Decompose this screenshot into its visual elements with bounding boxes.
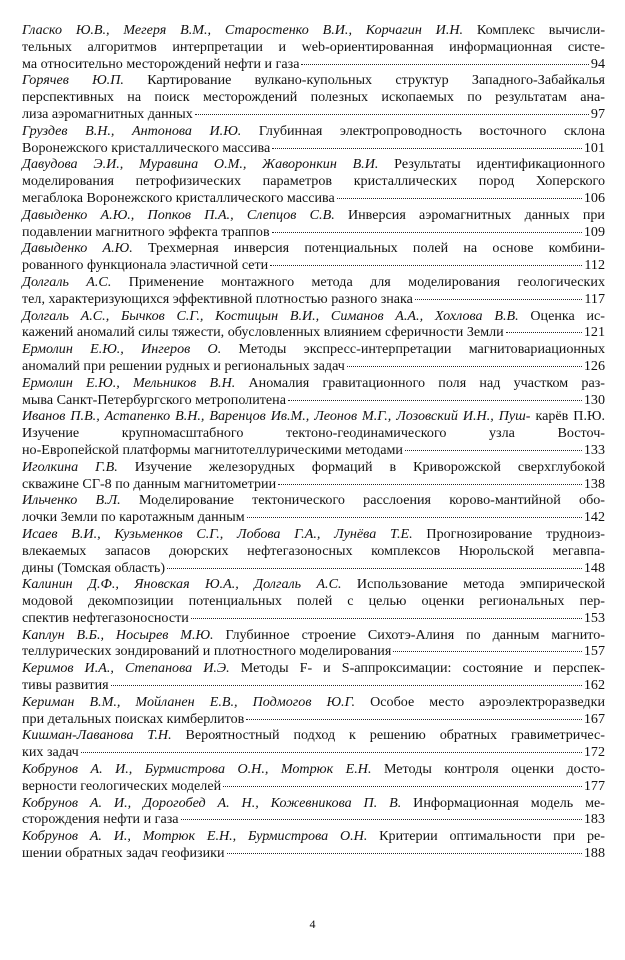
toc-entry-line <box>22 308 605 325</box>
toc-entry <box>22 274 605 308</box>
toc-entry-text <box>22 358 345 375</box>
toc-entry <box>22 123 605 157</box>
toc-entry-line <box>22 207 605 224</box>
toc-entry-title-line: Вероятностный подход к решению обратных гравиметричес- <box>185 727 605 744</box>
toc-entry-title-line: Критерии оптимальности при ре- <box>379 828 605 845</box>
toc-entry <box>22 341 605 375</box>
toc-entry <box>22 207 605 241</box>
toc-entry <box>22 492 605 526</box>
toc-entry <box>22 576 605 626</box>
toc-entry-title-line: Методы F- и S-аппроксимации: состояние и перспек- <box>240 660 606 677</box>
leader-dots <box>301 64 588 65</box>
toc-entry-title-line: модовой декомпозиции потенциальных полей с целью оценки региональных пер- <box>22 593 605 610</box>
toc-entry-title-line: тивы развития <box>22 677 109 694</box>
toc-entry-title-line: Воронежского кристаллического массива <box>22 139 271 156</box>
leader-dots <box>181 819 582 820</box>
toc-entry-title-line: Изучение железорудных формаций в Криворожской сверхглубокой <box>134 458 605 475</box>
leader-dots <box>393 651 582 652</box>
toc-entry-authors: Давыденко А.Ю., Попков П.А., Слепцов С.В. <box>22 206 335 223</box>
toc-entry-line <box>22 576 605 593</box>
toc-entry-line <box>22 240 605 257</box>
toc-entry-text <box>22 106 193 123</box>
toc-entry-authors: Исаев В.И., Кузьменков С.Г., Лобова Г.А., Лунёва Т.Е. <box>22 525 413 542</box>
leader-dots <box>405 450 582 451</box>
toc-entry-page: 130 <box>583 391 605 408</box>
toc-entry-title-line: сторождения нефти и газа <box>22 811 179 828</box>
toc-entry-title-line: Комплекс вычисли- <box>476 22 606 38</box>
leader-dots <box>247 517 582 518</box>
toc-entry-title-line: Использование метода эмпирической <box>356 576 605 593</box>
toc-entry-text <box>22 711 244 728</box>
toc-entry <box>22 795 605 829</box>
leader-dots <box>506 332 582 333</box>
toc-entry <box>22 727 605 761</box>
toc-entry-title-line: карёв П.Ю. <box>535 408 606 425</box>
toc-entry-last-line <box>22 476 605 493</box>
toc-entry-last-line <box>22 442 605 459</box>
toc-entry-page: 133 <box>583 441 605 458</box>
toc-entry-title-line: перспективных на поиск месторождений полезных ископаемых по результатам ана- <box>22 89 605 106</box>
toc-entry-line <box>22 526 605 543</box>
toc-entry-text <box>22 324 504 341</box>
toc-entry-text <box>22 610 189 627</box>
toc-entry-authors: Ермолин Е.Ю., Ингеров О. <box>22 341 222 358</box>
toc-entry <box>22 240 605 274</box>
toc-entry-title-line: Методы экспресс-интерпретации магнитовариационных <box>238 341 605 358</box>
toc-entry-text <box>22 744 79 761</box>
toc-entry-title-line: спектив нефтегазоносности <box>22 609 189 626</box>
toc-entry-title-line: тел, характеризующихся эффективной плотностью разного знака <box>22 290 413 307</box>
leader-dots <box>195 114 589 115</box>
toc-entry-title-line: Прогнозирование трудноиз- <box>426 525 605 542</box>
toc-entry-last-line <box>22 56 605 73</box>
leader-dots <box>278 484 582 485</box>
toc-entry-authors: Груздев В.Н., Антонова И.Ю. <box>22 122 242 139</box>
toc-entry-last-line <box>22 291 605 308</box>
toc-entry-authors: Кишман-Лаванова Т.Н. <box>22 727 172 744</box>
toc-entry-authors: Горячев Ю.П. <box>22 72 124 89</box>
toc-entry-authors: Долгаль А.С. <box>22 273 112 290</box>
toc-entry-authors: Иголкина Г.В. <box>22 458 118 475</box>
toc-entry-title-line: дины (Томская область) <box>22 559 166 576</box>
leader-dots <box>111 685 582 686</box>
toc-entry-line <box>22 425 605 442</box>
toc-entry-title-line: подавлении магнитного эффекта траппов <box>22 223 270 240</box>
toc-entry-page: 153 <box>583 609 605 626</box>
leader-dots <box>337 198 582 199</box>
toc-entry-title-line: мыва Санкт-Петербургского метрополитена <box>22 391 286 408</box>
toc-entry <box>22 761 605 795</box>
toc-entry-authors: Калинин Д.Ф., Яновская Ю.А., Долгаль А.С. <box>22 576 342 593</box>
toc-entry-title-line: Изучение крупномасштабного тектоно-геодинамического узла Восточ- <box>22 425 605 442</box>
toc-entry <box>22 828 605 862</box>
toc-entry-last-line <box>22 190 605 207</box>
toc-entry-authors: Гласко Ю.В., Мегеря В.М., Старостенко В.И., Корчагин И.Н. <box>22 22 464 38</box>
toc-entry-text <box>22 224 270 241</box>
toc-entry-title-line: верности геологических моделей <box>22 777 222 794</box>
toc-entry-last-line <box>22 140 605 157</box>
toc-entry-page: 94 <box>590 55 605 72</box>
toc-entry-authors: Долгаль А.С., Бычков С.Г., Костицын В.И., Симанов А.А., Хохлова В.В. <box>22 307 519 324</box>
toc-entry-title-line: Моделирование тектонического расслоения корово-мантийной обо- <box>138 492 606 509</box>
toc-entry-last-line <box>22 358 605 375</box>
toc-entry-title-line: Результаты идентификационного <box>394 156 605 173</box>
toc-entry-title-line: кажений аномалий силы тяжести, обусловленных влиянием сферичности Земли <box>22 324 504 341</box>
toc-entry-title-line: мегаблока Воронежского кристаллического массива <box>22 189 335 206</box>
toc-entry-line <box>22 727 605 744</box>
toc-entry-title-line: влекаемых запасов доюрских нефтегазоносных комплексов Нюрольской мегавпа- <box>22 542 605 559</box>
toc-entry-page: 167 <box>583 710 605 727</box>
leader-dots <box>415 299 582 300</box>
toc-entry-page: 148 <box>583 559 605 576</box>
toc-entry-line <box>22 274 605 291</box>
toc-entry-text <box>22 442 403 459</box>
toc-entry-authors: Керимов И.А., Степанова И.Э. <box>22 660 230 677</box>
toc-entry-title-line: Аномалия гравитационного поля над участком раз- <box>248 374 605 391</box>
toc-entry-last-line <box>22 711 605 728</box>
table-of-contents <box>22 22 605 862</box>
toc-entry-authors: Давудова Э.И., Муравина О.М., Жаворонкин В.И. <box>22 156 379 173</box>
toc-entry-page: 126 <box>583 357 605 374</box>
toc-entry-title-line: Методы контроля оценки досто- <box>383 761 605 778</box>
toc-entry-page: 183 <box>583 811 605 828</box>
toc-entry-line <box>22 593 605 610</box>
toc-entry-line <box>22 72 605 89</box>
leader-dots <box>191 618 582 619</box>
toc-entry-line <box>22 543 605 560</box>
toc-entry-title-line: Трехмерная инверсия потенциальных полей на основе комбини- <box>147 240 605 257</box>
toc-entry-last-line <box>22 778 605 795</box>
toc-entry-line <box>22 828 605 845</box>
toc-entry-title-line: лиза аэромагнитных данных <box>22 105 193 122</box>
toc-entry-authors: Кобрунов А. И., Дорогобед А. Н., Кожевникова П. В. <box>22 794 402 811</box>
leader-dots <box>223 786 582 787</box>
toc-entry-title-line: моделирования петрофизических параметров кристаллических пород Хоперского <box>22 173 605 190</box>
toc-entry-line <box>22 22 605 39</box>
leader-dots <box>272 232 582 233</box>
toc-entry-title-line: ма относительно месторождений нефти и газа <box>22 55 300 72</box>
toc-entry-text <box>22 56 299 73</box>
toc-entry <box>22 408 605 458</box>
toc-entry-text <box>22 811 179 828</box>
toc-entry <box>22 375 605 409</box>
toc-entry-line <box>22 660 605 677</box>
toc-entry-last-line <box>22 845 605 862</box>
toc-entry-line <box>22 795 605 812</box>
toc-entry <box>22 22 605 72</box>
toc-entry-last-line <box>22 677 605 694</box>
toc-entry-title-line: Оценка ис- <box>530 307 605 324</box>
toc-entry-last-line <box>22 744 605 761</box>
toc-entry-text <box>22 476 276 493</box>
toc-entry-title-line: при детальных поисках кимберлитов <box>22 710 245 727</box>
toc-entry-page: 97 <box>590 105 605 122</box>
toc-entry-text <box>22 291 413 308</box>
leader-dots <box>272 148 582 149</box>
toc-entry-page: 121 <box>583 324 605 341</box>
toc-entry-line <box>22 492 605 509</box>
toc-entry <box>22 660 605 694</box>
toc-entry-authors: Кериман В.М., Мойланен Е.В., Подмогов Ю.Г. <box>22 693 356 710</box>
toc-entry-page: 138 <box>583 475 605 492</box>
toc-entry-authors: Иванов П.В., Астапенко В.Н., Варенцов Ив.М., Леонов М.Г., Лозовский И.Н., Пуш- <box>22 408 531 425</box>
toc-entry-text <box>22 257 268 274</box>
toc-entry-authors: Каплун В.Б., Носырев М.Ю. <box>22 626 214 643</box>
toc-entry <box>22 627 605 661</box>
toc-entry <box>22 156 605 206</box>
toc-entry-title-line: но-Европейской платформы магнитотеллурическими методами <box>22 441 403 458</box>
toc-entry-last-line <box>22 610 605 627</box>
toc-entry-last-line <box>22 811 605 828</box>
toc-entry <box>22 459 605 493</box>
toc-entry-line <box>22 459 605 476</box>
toc-entry-last-line <box>22 509 605 526</box>
toc-entry-page: 109 <box>583 223 605 240</box>
toc-entry-title-line: скважине СГ-8 по данным магнитометрии <box>22 475 277 492</box>
toc-entry-authors: Давыденко А.Ю. <box>22 240 133 257</box>
toc-entry-line <box>22 39 605 56</box>
toc-entry-page: 188 <box>583 845 605 862</box>
toc-entry-title-line: Глубинная электропроводность восточного склона <box>258 122 605 139</box>
toc-entry-authors: Ермолин Е.Ю., Мельников В.Н. <box>22 374 236 391</box>
toc-entry-last-line <box>22 106 605 123</box>
toc-entry-page: 106 <box>583 189 605 206</box>
toc-entry-page: 162 <box>583 677 605 694</box>
toc-entry <box>22 72 605 122</box>
toc-entry-line <box>22 123 605 140</box>
toc-entry-last-line <box>22 257 605 274</box>
page-number: 4 <box>309 917 316 931</box>
leader-dots <box>167 568 582 569</box>
toc-entry-page: 157 <box>583 643 605 660</box>
toc-entry-line <box>22 761 605 778</box>
toc-entry-title-line: Особое место аэроэлектроразведки <box>370 693 605 710</box>
toc-entry-page: 117 <box>584 290 605 307</box>
toc-entry-text <box>22 509 245 526</box>
toc-entry-authors: Кобрунов А. И., Мотрюк Е.Н., Бурмистрова О.Н. <box>22 828 368 845</box>
leader-dots <box>347 366 582 367</box>
leader-dots <box>288 400 582 401</box>
leader-dots <box>246 719 582 720</box>
toc-entry-title-line: ких задач <box>22 744 79 761</box>
toc-entry-title-line: аномалий при решении рудных и региональных задач <box>22 357 345 374</box>
toc-entry-last-line <box>22 224 605 241</box>
toc-entry-title-line: тельных алгоритмов интерпретации и web-ориентированная информационная систе- <box>22 38 605 55</box>
leader-dots <box>227 853 582 854</box>
leader-dots <box>270 265 582 266</box>
toc-entry-line <box>22 375 605 392</box>
toc-entry-text <box>22 560 165 577</box>
toc-entry-line <box>22 627 605 644</box>
toc-entry-title-line: шении обратных задач геофизики <box>22 845 225 862</box>
toc-entry-line <box>22 173 605 190</box>
toc-entry-title-line: Картирование вулкано-купольных структур Западного-Забайкалья <box>147 72 605 89</box>
toc-entry-text <box>22 392 286 409</box>
toc-entry-text <box>22 190 335 207</box>
toc-entry-text <box>22 643 391 660</box>
toc-entry-page: 101 <box>583 139 605 156</box>
toc-entry-text <box>22 677 109 694</box>
toc-entry-title-line: рованного функционала эластичной сети <box>22 257 269 274</box>
toc-entry-authors: Кобрунов А. И., Бурмистрова О.Н., Мотрюк Е.Н. <box>22 761 372 778</box>
toc-entry-last-line <box>22 560 605 577</box>
toc-entry-line <box>22 156 605 173</box>
toc-entry-line <box>22 408 605 425</box>
toc-entry-line <box>22 341 605 358</box>
toc-entry-page: 112 <box>584 257 605 274</box>
toc-entry-title-line: теллурических зондирований и плотностного моделирования <box>22 643 392 660</box>
toc-entry-title-line: Глубинное строение Сихотэ-Алиня по данным магнито- <box>225 626 605 643</box>
toc-entry-text <box>22 845 225 862</box>
toc-entry-last-line <box>22 324 605 341</box>
toc-entry-page: 142 <box>583 509 605 526</box>
toc-entry-title-line: лочки Земли по каротажным данным <box>22 509 245 526</box>
toc-entry-line <box>22 89 605 106</box>
toc-entry-text <box>22 140 270 157</box>
toc-entry-page: 177 <box>583 777 605 794</box>
toc-entry-line <box>22 694 605 711</box>
toc-entry <box>22 526 605 576</box>
toc-entry-title-line: Информационная модель ме- <box>413 794 605 811</box>
toc-entry <box>22 308 605 342</box>
leader-dots <box>81 752 582 753</box>
toc-entry-last-line <box>22 392 605 409</box>
toc-entry-authors: Ильченко В.Л. <box>22 492 121 509</box>
toc-entry-last-line <box>22 643 605 660</box>
toc-entry-title-line: Применение монтажного метода для моделирования геологических <box>128 273 605 290</box>
toc-entry-page: 172 <box>583 744 605 761</box>
toc-entry-text <box>22 778 221 795</box>
toc-entry-title-line: Инверсия аэромагнитных данных при <box>347 206 605 223</box>
toc-entry <box>22 694 605 728</box>
